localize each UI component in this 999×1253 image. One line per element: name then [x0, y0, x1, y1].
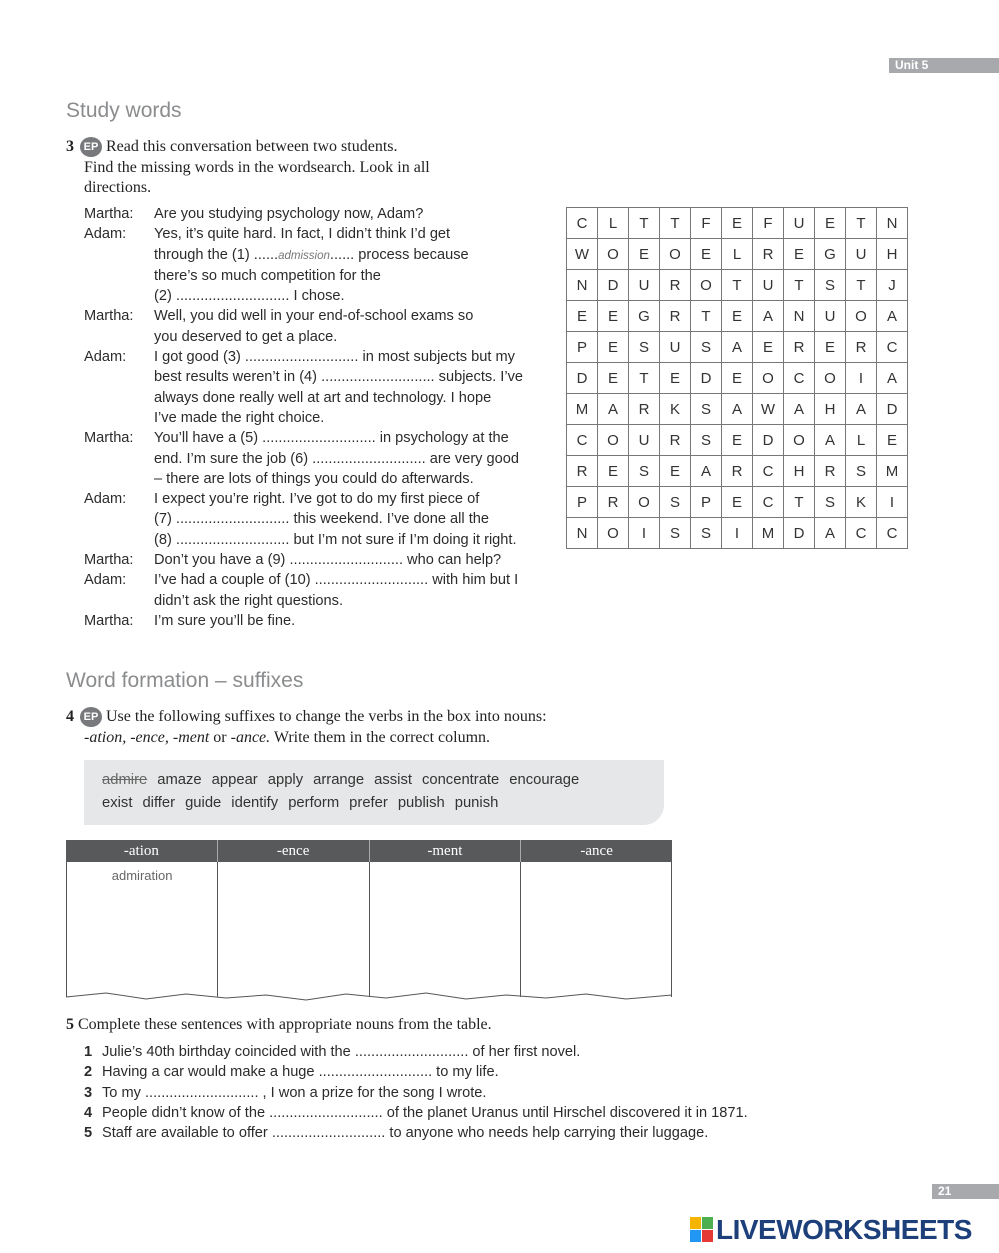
wordsearch-cell[interactable]: O	[598, 425, 629, 456]
speaker-label: Adam:	[84, 572, 127, 589]
dialogue-line	[84, 530, 534, 550]
section-heading-study-words: Study words	[66, 99, 182, 122]
wordsearch-cell[interactable]: G	[815, 239, 846, 270]
dialogue-text: (8) ............................ but I’m not sure if I’m doing it right.	[154, 531, 517, 548]
dialogue-text: didn’t ask the right questions.	[154, 592, 344, 609]
wordsearch-cell[interactable]: R	[660, 270, 691, 301]
suffix: -ence,	[130, 728, 169, 746]
dialogue-line	[84, 388, 534, 408]
verb-word: amaze	[157, 772, 202, 788]
speaker-label	[84, 367, 154, 387]
verb-word: prefer	[349, 795, 388, 811]
wordsearch-cell[interactable]: A	[815, 518, 846, 549]
sentence-text: To my ............................ , I won a prize for the song I wrote.	[102, 1084, 487, 1101]
wordsearch-cell[interactable]: A	[877, 363, 908, 394]
verb-word: differ	[142, 795, 176, 811]
wordsearch-cell[interactable]: A	[784, 394, 815, 425]
wordsearch-cell[interactable]: M	[877, 456, 908, 487]
dialogue-line	[84, 245, 534, 266]
instruction-text: Complete these sentences with appropriate nouns from the table.	[78, 1016, 492, 1033]
column-header-ment: -ment	[370, 840, 522, 862]
dialogue-line	[84, 266, 534, 286]
wordsearch-cell[interactable]: T	[784, 270, 815, 301]
wordsearch-cell[interactable]: R	[660, 301, 691, 332]
dialogue-text: I expect you’re right. I’ve got to do my first piece of	[154, 491, 480, 508]
wordsearch-cell[interactable]: E	[722, 301, 753, 332]
wordsearch-row	[567, 518, 908, 549]
sentence-number: 4	[84, 1104, 93, 1121]
wordsearch-cell[interactable]: I	[722, 518, 753, 549]
suffix-table	[66, 840, 672, 1003]
wordsearch-cell[interactable]: E	[722, 487, 753, 518]
sentence-number: 5	[84, 1125, 93, 1142]
wordsearch-cell[interactable]: T	[722, 270, 753, 301]
exercise-5-instruction	[66, 1015, 492, 1036]
verb-word: exist	[102, 795, 133, 811]
wordsearch-cell[interactable]: E	[598, 363, 629, 394]
exercise-number: 5	[66, 1016, 74, 1033]
sentence-list	[84, 1042, 804, 1143]
wordsearch-cell[interactable]: T	[660, 208, 691, 239]
wordsearch-cell[interactable]: F	[691, 208, 722, 239]
wordsearch-cell[interactable]: E	[722, 208, 753, 239]
verb-word: perform	[288, 795, 340, 811]
wordsearch-cell[interactable]: E	[815, 332, 846, 363]
text-segment: ...... process because	[329, 246, 469, 263]
wordsearch-cell[interactable]: N	[784, 301, 815, 332]
exercise-4-instruction	[66, 707, 686, 748]
dialogue-line	[84, 224, 534, 244]
wordsearch-cell[interactable]: U	[815, 301, 846, 332]
wordsearch-cell[interactable]: P	[691, 487, 722, 518]
instruction-text: Read this conversation between two students.	[106, 138, 398, 155]
wordsearch-cell[interactable]: E	[567, 301, 598, 332]
wordsearch-cell[interactable]: E	[722, 425, 753, 456]
wordsearch-cell[interactable]: A	[722, 332, 753, 363]
dialogue-text: always done really well at art and technology. I hope	[154, 389, 492, 406]
wordsearch-cell[interactable]: M	[753, 518, 784, 549]
wordsearch-cell[interactable]: U	[753, 270, 784, 301]
live-logo-icon	[690, 1217, 714, 1243]
wordsearch-cell[interactable]: I	[629, 518, 660, 549]
sentence-number: 3	[84, 1084, 93, 1101]
dialogue-text: I’ve made the right choice.	[154, 409, 325, 426]
wordsearch-cell[interactable]: D	[598, 270, 629, 301]
wordsearch-cell[interactable]: R	[784, 332, 815, 363]
wordsearch-cell[interactable]: O	[691, 270, 722, 301]
wordsearch-cell[interactable]: A	[753, 301, 784, 332]
dialogue-line	[84, 489, 534, 509]
speaker-label	[84, 509, 154, 529]
wordsearch-cell[interactable]: U	[629, 270, 660, 301]
verb-word: encourage	[509, 772, 580, 788]
unit-tab: Unit 5	[889, 58, 999, 73]
wordsearch-cell[interactable]: D	[784, 518, 815, 549]
verb-word: appear	[211, 772, 258, 788]
speaker-label	[84, 327, 154, 347]
wordsearch-cell[interactable]: O	[815, 363, 846, 394]
speaker-label: Martha:	[84, 612, 134, 629]
wordsearch-row	[567, 425, 908, 456]
wordsearch-cell[interactable]: R	[753, 239, 784, 270]
speaker-label	[84, 408, 154, 428]
dialogue-line	[84, 509, 534, 529]
wordsearch-cell[interactable]: C	[753, 456, 784, 487]
speaker-label: Martha:	[84, 206, 134, 222]
wordsearch-cell[interactable]: E	[660, 456, 691, 487]
wordsearch-cell[interactable]: E	[598, 456, 629, 487]
sentence-item	[84, 1123, 804, 1143]
speaker-label: Martha:	[84, 308, 134, 325]
sentence-number: 1	[84, 1044, 93, 1060]
column-header-ation: -ation	[66, 840, 218, 862]
wordsearch-cell[interactable]: O	[660, 239, 691, 270]
wordsearch-row	[567, 239, 908, 270]
verb-word: arrange	[313, 772, 365, 788]
instruction-text: Find the missing words in the wordsearch. Look in all	[84, 158, 430, 176]
wordsearch-cell[interactable]: S	[629, 332, 660, 363]
wordsearch-row	[567, 208, 908, 239]
dialogue-line	[84, 286, 534, 306]
speaker-label	[84, 388, 154, 408]
dialogue-text: (2) ............................ I chose.	[154, 288, 345, 305]
wordsearch-cell[interactable]: W	[753, 394, 784, 425]
dialogue-line	[84, 204, 534, 224]
dialogue-text: best results weren’t in (4) ............................ subjects. I’ve	[154, 369, 524, 386]
wordsearch-cell[interactable]: S	[691, 518, 722, 549]
dialogue-text: I’m sure you’ll be fine.	[154, 612, 296, 629]
wordsearch-cell[interactable]: E	[753, 332, 784, 363]
dialogue-text: (7) ............................ this weekend. I’ve done all the	[154, 511, 489, 528]
wordsearch-cell[interactable]: S	[660, 487, 691, 518]
wordsearch-cell[interactable]: U	[629, 425, 660, 456]
speaker-label: Martha:	[84, 552, 134, 569]
dialogue-text: Yes, it’s quite hard. In fact, I didn’t think I’d get	[154, 226, 451, 243]
wordsearch-cell[interactable]: I	[846, 363, 877, 394]
wordsearch-cell[interactable]: E	[629, 239, 660, 270]
answer-blank[interactable]: admission	[278, 249, 330, 262]
dialogue-line	[84, 428, 534, 448]
sentence-text: Having a car would make a huge ............................ to my life.	[102, 1064, 499, 1081]
verb-word: concentrate	[421, 772, 500, 788]
suffix: -ment	[172, 728, 210, 746]
dialogue-line	[84, 611, 534, 631]
dialogue-line	[84, 408, 534, 428]
dialogue-text: I got good (3) ............................ in most subjects but my	[154, 349, 515, 366]
wordsearch-cell[interactable]: K	[846, 487, 877, 518]
dialogue-text: Don’t you have a (9) ............................ who can help?	[154, 552, 502, 569]
text-segment: through the (1) ......	[154, 246, 279, 263]
wordsearch-cell[interactable]: W	[567, 239, 598, 270]
wordsearch-cell[interactable]: E	[598, 332, 629, 363]
exercise-number: 4	[66, 708, 74, 725]
wordsearch-cell[interactable]: S	[691, 425, 722, 456]
wordsearch-cell[interactable]: A	[691, 456, 722, 487]
wordsearch-cell[interactable]: E	[691, 239, 722, 270]
suffix: -ation,	[84, 728, 127, 746]
column-ment-entries[interactable]	[369, 862, 520, 997]
sentence-text: Staff are available to offer ............................ to anyone who needs help carrying their luggage.	[102, 1125, 709, 1142]
dialogue-text	[154, 245, 469, 266]
wordsearch-cell[interactable]: D	[877, 394, 908, 425]
speaker-label: Martha:	[84, 430, 134, 447]
dialogue-text: I’ve had a couple of (10) ............................ with him but I	[154, 572, 519, 589]
wordsearch-cell[interactable]: O	[753, 363, 784, 394]
wordsearch-cell[interactable]: O	[598, 518, 629, 549]
wordsearch-cell[interactable]: N	[567, 270, 598, 301]
dialogue-line	[84, 591, 534, 611]
wordsearch-cell[interactable]: C	[877, 332, 908, 363]
dialogue-line	[84, 570, 534, 590]
speaker-label	[84, 245, 154, 266]
dialogue-line	[84, 367, 534, 387]
wordsearch-cell[interactable]: L	[598, 208, 629, 239]
dialogue-line	[84, 347, 534, 367]
instruction-text: Use the following suffixes to change the verbs in the box into nouns:	[106, 708, 547, 725]
wordsearch-cell[interactable]: S	[691, 394, 722, 425]
wordsearch-cell[interactable]: J	[877, 270, 908, 301]
sentence-item	[84, 1103, 804, 1123]
wordsearch-cell[interactable]: E	[722, 363, 753, 394]
instruction-text: or	[213, 728, 227, 746]
sentence-text: Julie’s 40th birthday coincided with the ............................ of her first novel.	[102, 1044, 581, 1060]
conversation	[84, 204, 534, 631]
wordsearch-cell[interactable]: D	[567, 363, 598, 394]
wordsearch-cell[interactable]: C	[846, 518, 877, 549]
wordsearch-cell[interactable]: N	[877, 208, 908, 239]
wordsearch-cell[interactable]: S	[629, 456, 660, 487]
wordsearch-cell[interactable]: R	[815, 456, 846, 487]
wordsearch-cell[interactable]: H	[815, 394, 846, 425]
wordsearch-cell[interactable]: T	[846, 208, 877, 239]
wordsearch-cell[interactable]: E	[815, 208, 846, 239]
wordsearch-cell[interactable]: S	[815, 487, 846, 518]
wordsearch-cell[interactable]: T	[629, 208, 660, 239]
wordsearch-cell[interactable]: G	[629, 301, 660, 332]
suffix: -ance.	[230, 728, 271, 746]
wordsearch-row	[567, 456, 908, 487]
wordsearch-cell[interactable]: C	[567, 208, 598, 239]
wordsearch-cell[interactable]: L	[846, 425, 877, 456]
page-number: 21	[932, 1184, 999, 1199]
wordsearch-row	[567, 363, 908, 394]
wordsearch-cell[interactable]: U	[846, 239, 877, 270]
wordsearch-row	[567, 332, 908, 363]
speaker-label: Adam:	[84, 226, 127, 243]
speaker-label	[84, 286, 154, 306]
dialogue-line	[84, 327, 534, 347]
column-header-ance: -ance	[580, 843, 613, 859]
wordsearch-cell[interactable]: E	[660, 363, 691, 394]
wordsearch-cell[interactable]: C	[567, 425, 598, 456]
dialogue-line	[84, 449, 534, 469]
dialogue-text: end. I’m sure the job (6) ............................ are very good	[154, 450, 519, 467]
wordsearch-cell[interactable]: A	[846, 394, 877, 425]
dialogue-text: – there are lots of things you could do afterwards.	[154, 470, 474, 487]
wordsearch-cell[interactable]: R	[846, 332, 877, 363]
wordsearch-cell[interactable]: R	[722, 456, 753, 487]
exercise-number: 3	[66, 138, 74, 155]
wordsearch-row	[567, 301, 908, 332]
wordsearch-cell[interactable]: C	[877, 518, 908, 549]
wordsearch-cell[interactable]: L	[722, 239, 753, 270]
speaker-label	[84, 449, 154, 469]
wordsearch-cell[interactable]: A	[722, 394, 753, 425]
wordsearch-cell[interactable]: R	[660, 425, 691, 456]
ep-badge-icon: EP	[80, 137, 102, 157]
ep-badge-icon: EP	[80, 707, 102, 727]
wordsearch-cell[interactable]: K	[660, 394, 691, 425]
wordsearch-grid	[566, 207, 908, 549]
wordsearch-row	[567, 270, 908, 301]
wordsearch-cell[interactable]: E	[598, 301, 629, 332]
wordsearch-cell[interactable]: U	[660, 332, 691, 363]
verb-word: assist	[374, 772, 412, 788]
wordsearch-cell[interactable]: T	[691, 301, 722, 332]
verb-box	[84, 760, 664, 825]
wordsearch-cell[interactable]: O	[629, 487, 660, 518]
liveworksheets-logo	[690, 1214, 972, 1246]
wordsearch-row	[567, 394, 908, 425]
speaker-label: Adam:	[84, 491, 127, 508]
column-ance-entries[interactable]	[520, 862, 672, 997]
wordsearch-cell[interactable]: T	[629, 363, 660, 394]
dialogue-line	[84, 469, 534, 489]
sentence-number: 2	[84, 1064, 93, 1081]
wordsearch-cell[interactable]: R	[598, 487, 629, 518]
wordsearch-cell[interactable]: S	[815, 270, 846, 301]
sentence-item	[84, 1062, 804, 1082]
wordsearch-cell[interactable]: R	[629, 394, 660, 425]
verb-word: publish	[397, 795, 445, 811]
wordsearch-cell[interactable]: C	[753, 487, 784, 518]
sentence-item	[84, 1083, 804, 1103]
wordsearch-cell[interactable]: N	[567, 518, 598, 549]
verb-word: admire	[102, 772, 148, 788]
wordsearch-cell[interactable]: U	[784, 208, 815, 239]
exercise-3-instruction	[66, 137, 546, 199]
wordsearch-cell[interactable]: D	[691, 363, 722, 394]
speaker-label	[84, 266, 154, 286]
wordsearch-cell[interactable]: S	[846, 456, 877, 487]
wordsearch-cell[interactable]: A	[598, 394, 629, 425]
wordsearch-cell[interactable]: S	[691, 332, 722, 363]
sentence-item	[84, 1042, 804, 1062]
wordsearch-cell[interactable]: E	[877, 425, 908, 456]
verb-word: guide	[185, 795, 222, 811]
dialogue-text: you deserved to get a place.	[154, 328, 338, 345]
logo-text: LIVEWORKSHEETS	[716, 1214, 972, 1245]
dialogue-text: Are you studying psychology now, Adam?	[154, 206, 424, 222]
verb-word: identify	[231, 795, 279, 811]
speaker-label	[84, 530, 154, 550]
column-header-ence: -ence	[218, 840, 370, 862]
dialogue-text: Well, you did well in your end-of-school exams so	[154, 308, 474, 325]
sentence-text: People didn’t know of the ............................ of the planet Uranus until Hirschel discovered it in 1871.	[102, 1104, 748, 1121]
instruction-text: Write them in the correct column.	[273, 728, 491, 746]
wordsearch-cell[interactable]: I	[877, 487, 908, 518]
dialogue-line	[84, 550, 534, 570]
wordsearch-cell[interactable]: D	[753, 425, 784, 456]
speaker-label: Adam:	[84, 349, 127, 366]
wordsearch-cell[interactable]: P	[567, 332, 598, 363]
wordsearch-cell[interactable]: O	[846, 301, 877, 332]
dialogue-text: You’ll have a (5) ............................ in psychology at the	[154, 430, 509, 447]
wordsearch-cell[interactable]: A	[877, 301, 908, 332]
verb-word: punish	[454, 795, 499, 811]
wordsearch-cell[interactable]: T	[784, 487, 815, 518]
wordsearch-cell[interactable]: A	[815, 425, 846, 456]
dialogue-line	[84, 306, 534, 326]
section-heading-word-formation: Word formation – suffixes	[66, 669, 304, 692]
dialogue-text: there’s so much competition for the	[154, 267, 381, 284]
wordsearch-cell[interactable]: O	[598, 239, 629, 270]
speaker-label	[84, 469, 154, 489]
wordsearch-cell[interactable]: M	[567, 394, 598, 425]
wordsearch-cell[interactable]: T	[846, 270, 877, 301]
wordsearch-cell[interactable]: H	[784, 456, 815, 487]
column-ation-entries[interactable]: admiration	[66, 862, 217, 997]
wordsearch-cell[interactable]: C	[784, 363, 815, 394]
instruction-text: directions.	[84, 179, 152, 196]
wordsearch-row	[567, 487, 908, 518]
wordsearch-cell[interactable]: H	[877, 239, 908, 270]
wordsearch-cell[interactable]: P	[567, 487, 598, 518]
wordsearch-cell[interactable]: E	[784, 239, 815, 270]
wordsearch-cell[interactable]: R	[567, 456, 598, 487]
column-ence-entries[interactable]	[217, 862, 368, 997]
wordsearch-cell[interactable]: S	[660, 518, 691, 549]
verb-word: apply	[267, 772, 304, 788]
wordsearch-cell[interactable]: F	[753, 208, 784, 239]
wordsearch-cell[interactable]: O	[784, 425, 815, 456]
speaker-label	[84, 591, 154, 611]
